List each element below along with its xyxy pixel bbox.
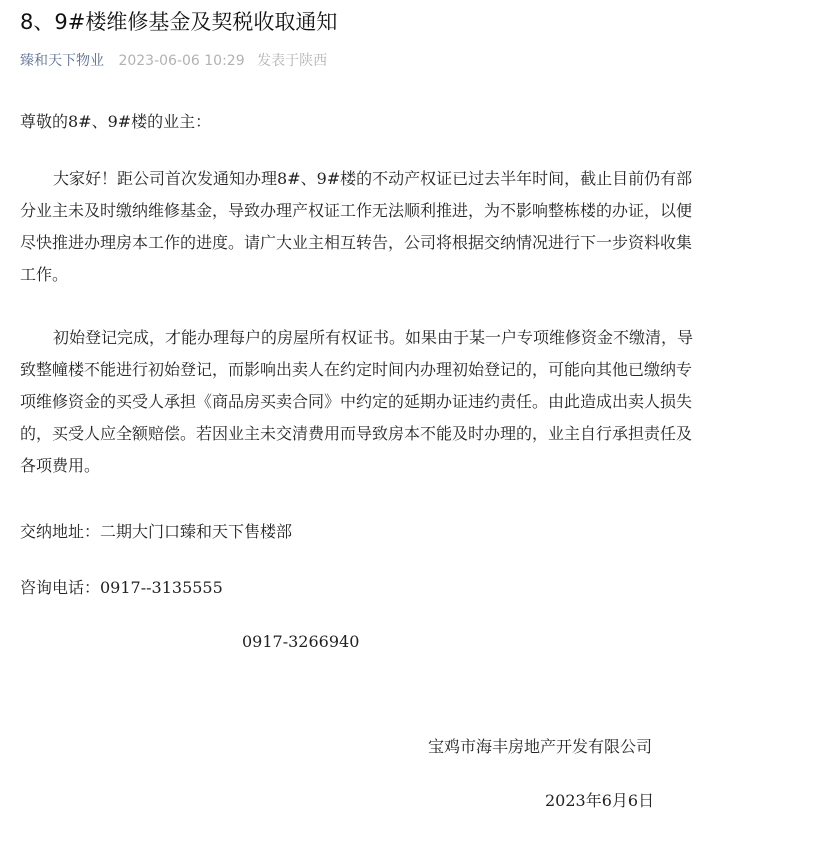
article-meta (20, 51, 327, 71)
payment-address: 交纳地址：二期大门口臻和天下售楼部 (20, 522, 293, 541)
publish-location: 发表于陕西 (257, 53, 328, 69)
contact-phone: 咨询电话：0917--3135555 (20, 578, 223, 597)
article-title: 8、9#楼维修基金及契税收取通知 (20, 10, 338, 34)
greeting: 尊敬的8#、9#楼的业主： (20, 112, 212, 131)
notice-date: 2023年6月6日 (545, 791, 655, 810)
paragraph-notice: 大家好！距公司首次发通知办理8#、9#楼的不动产权证已过去半年时间，截止目前仍有部分业主未及时缴纳维修基金，导致办理产权证工作无法顺利推进，为不影响整栋楼的办证，以便尽快推进办理房本工作的进度。请广大业主相互转告，公司将根据交纳情况进行下一步资料收集工作。 (20, 169, 693, 284)
contact-phone-secondary: 0917-3266940 (242, 632, 360, 651)
publish-time: 2023-06-06 10:29 (118, 53, 245, 69)
company-signature: 宝鸡市海丰房地产开发有限公司 (428, 737, 653, 756)
account-name-link[interactable]: 臻和天下物业 (20, 53, 104, 69)
paragraph-legal: 初始登记完成，才能办理每户的房屋所有权证书。如果由于某一户专项维修资金不缴清，导致整幢楼不能进行初始登记，而影响出卖人在约定时间内办理初始登记的，可能向其他已缴纳专项维修资金的买受人承担《商品房买卖合同》中约定的延期办证违约责任。由此造成出卖人损失的，买受人应全额赔偿。若因业主未交清费用而导致房本不能及时办理的，业主自行承担责任及各项费用。 (20, 328, 694, 475)
